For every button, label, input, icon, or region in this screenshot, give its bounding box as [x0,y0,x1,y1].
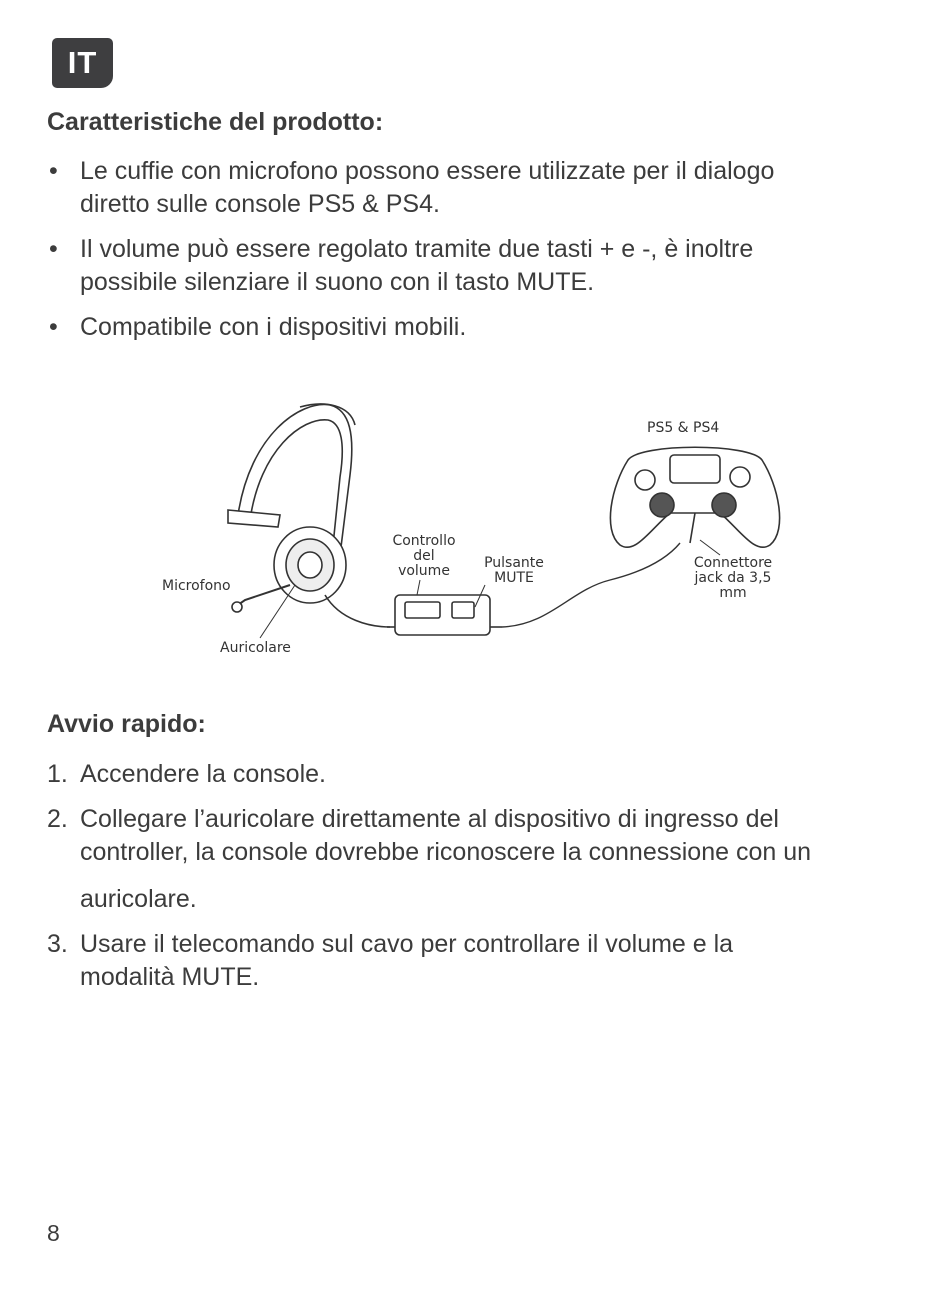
jack-label-line: jack da 3,5 [694,570,772,586]
volume-label-line: del [413,548,435,564]
list-item-text: Le cuffie con microfono possono essere utilizzate per il dialogo [80,157,775,185]
list-item [47,155,907,221]
jack-label-line: Connettore [693,555,773,571]
list-item-text: modalità MUTE. [80,963,260,991]
list-item-text: auricolare. [80,885,197,913]
quickstart-list [47,758,907,1006]
list-item [47,803,907,916]
list-item [47,311,907,344]
headset-illustration [228,404,390,627]
jack-label-line: mm [719,585,747,601]
features-heading: Caratteristiche del prodotto: [47,108,384,136]
headset-diagram [150,395,800,665]
list-item-text: Accendere la console. [80,760,326,788]
earpiece-label: Auricolare [220,640,291,656]
page-number: 8 [47,1220,60,1246]
list-item-text: Il volume può essere regolato tramite due tasti + e -, è inoltre [80,235,754,263]
bullet-marker: • [49,157,58,185]
step-number: 3. [47,930,68,958]
mute-label-line: MUTE [494,570,534,586]
list-item-text: controller, la console dovrebbe riconoscere la connessione con un [80,838,812,866]
volume-pointer [417,580,420,595]
volume-label-line: volume [398,563,450,579]
inline-remote [387,595,502,635]
features-list [47,155,907,356]
list-item-text: Collegare l’auricolare direttamente al dispositivo di ingresso del [80,805,779,833]
quickstart-heading: Avvio rapido: [47,710,206,738]
mute-label-line: Pulsante [484,555,544,571]
language-badge: IT [52,38,113,88]
list-item [47,233,907,299]
step-number: 2. [47,805,68,833]
bullet-marker: • [49,235,58,263]
controller-illustration [610,447,779,547]
list-item-text: diretto sulle console PS5 & PS4. [80,190,440,218]
step-number: 1. [47,760,68,788]
list-item [47,928,907,994]
jack-pointer [700,540,720,555]
list-item [47,758,907,791]
list-item-text: Compatibile con i dispositivi mobili. [80,313,467,341]
mic-label: Microfono [162,578,231,594]
console-label: PS5 & PS4 [647,420,720,436]
bullet-marker: • [49,313,58,341]
list-item-text: possibile silenziare il suono con il tasto MUTE. [80,268,595,296]
volume-label-line: Controllo [392,533,456,549]
list-item-text: Usare il telecomando sul cavo per controllare il volume e la [80,930,734,958]
